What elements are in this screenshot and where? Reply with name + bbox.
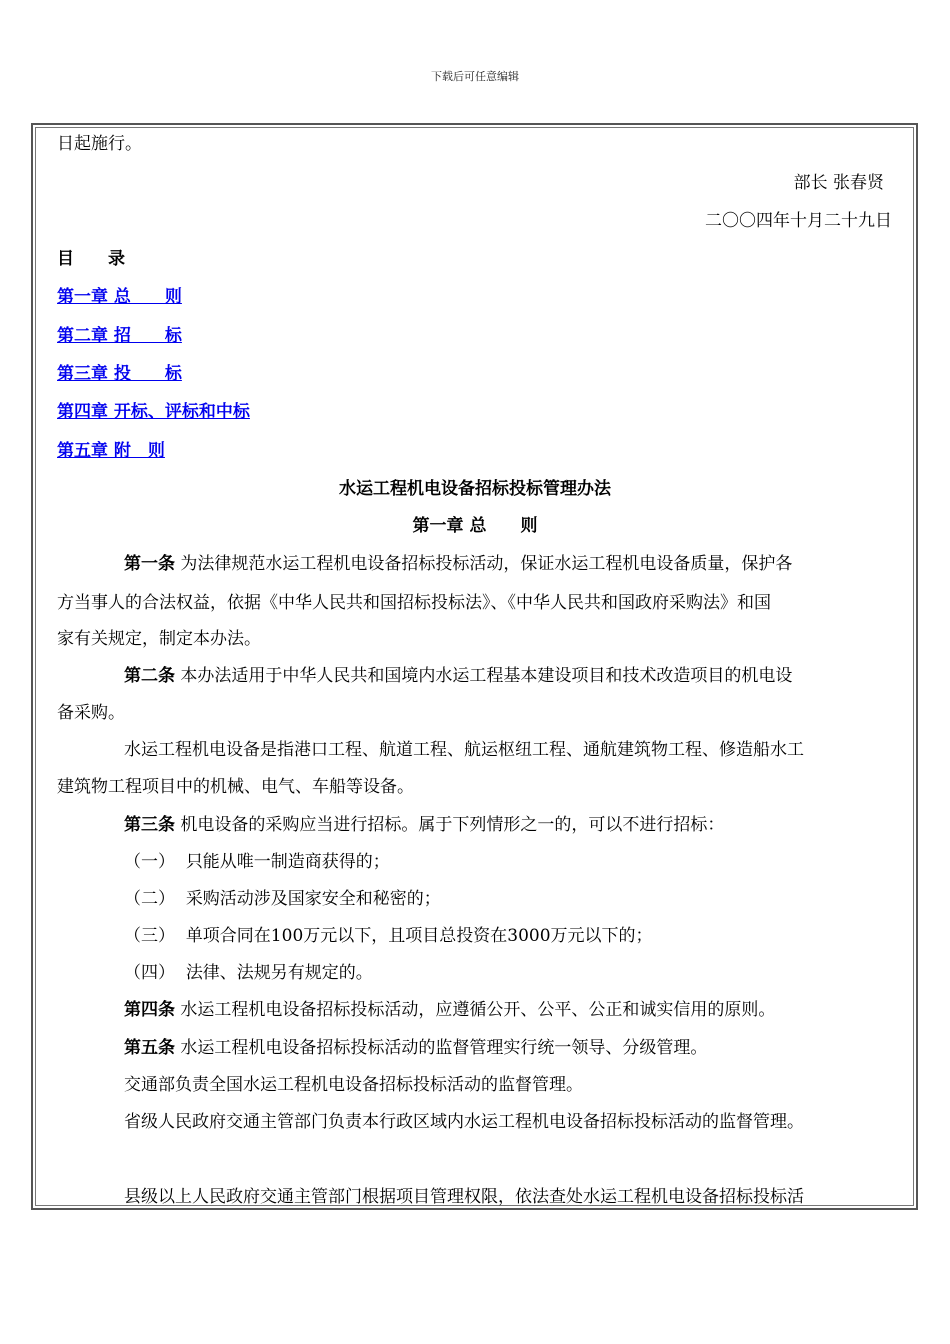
- document-title: 水运工程机电设备招标投标管理办法: [339, 479, 611, 499]
- toc-link-chapter-1[interactable]: 第一章 总 则: [57, 287, 182, 307]
- article-3-item-3: （三） 单项合同在100万元以下，且项目总投资在3000万元以下的；: [124, 926, 653, 946]
- article-1-line-2: 方当事人的合法权益，依据《中华人民共和国招标投标法》、《中华人民共和国政府采购法》和国: [57, 593, 771, 613]
- date: 二〇〇四年十月二十九日: [705, 211, 892, 231]
- article-5-line: 第五条 水运工程机电设备招标投标活动的监督管理实行统一领导、分级管理。: [124, 1038, 708, 1058]
- page-header-note: 下载后可任意编辑: [431, 70, 519, 83]
- article-3-item-2: （二） 采购活动涉及国家安全和秘密的；: [124, 889, 441, 909]
- article-3-label: 第三条: [124, 815, 175, 835]
- signature: 部长 张春贤: [793, 173, 884, 193]
- article-3-item-1: （一） 只能从唯一制造商获得的；: [124, 852, 390, 872]
- article-1-line-3: 家有关规定，制定本办法。: [57, 629, 261, 649]
- article-1-label: 第一条: [124, 554, 175, 574]
- toc-link-chapter-2[interactable]: 第二章 招 标: [57, 326, 182, 346]
- article-4-label: 第四条: [124, 1000, 175, 1020]
- article-2-line-1: 第二条 本办法适用于中华人民共和国境内水运工程基本建设项目和技术改造项目的机电设: [124, 666, 793, 686]
- article-4-line: 第四条 水运工程机电设备招标投标活动，应遵循公开、公平、公正和诚实信用的原则。: [124, 1000, 776, 1020]
- county-para: 县级以上人民政府交通主管部门根据项目管理权限，依法查处水运工程机电设备招标投标活: [124, 1187, 804, 1207]
- article-2-label: 第二条: [124, 666, 175, 686]
- chapter-title: 第一章 总 则: [412, 516, 538, 536]
- article-3-line: 第三条 机电设备的采购应当进行招标。属于下列情形之一的，可以不进行招标：: [124, 815, 725, 835]
- equipment-para-line-2: 建筑物工程项目中的机械、电气、车船等设备。: [57, 777, 414, 797]
- article-3-item-4: （四） 法律、法规另有规定的。: [124, 963, 373, 983]
- ministry-para: 交通部负责全国水运工程机电设备招标投标活动的监督管理。: [124, 1075, 583, 1095]
- provincial-para: 省级人民政府交通主管部门负责本行政区域内水运工程机电设备招标投标活动的监督管理。: [124, 1112, 804, 1132]
- toc-link-chapter-4[interactable]: 第四章 开标、评标和中标: [57, 402, 250, 422]
- toc-link-chapter-3[interactable]: 第三章 投 标: [57, 364, 182, 384]
- article-2-line-2: 备采购。: [57, 703, 125, 723]
- article-1-line-1: 第一条 为法律规范水运工程机电设备招标投标活动，保证水运工程机电设备质量，保护各: [124, 554, 793, 574]
- opening-line: 日起施行。: [57, 134, 142, 154]
- article-5-label: 第五条: [124, 1038, 175, 1058]
- toc-title: 目 录: [57, 249, 125, 269]
- toc-link-chapter-5[interactable]: 第五章 附 则: [57, 441, 165, 461]
- equipment-para-line-1: 水运工程机电设备是指港口工程、航道工程、航运枢纽工程、通航建筑物工程、修造船水工: [124, 740, 804, 760]
